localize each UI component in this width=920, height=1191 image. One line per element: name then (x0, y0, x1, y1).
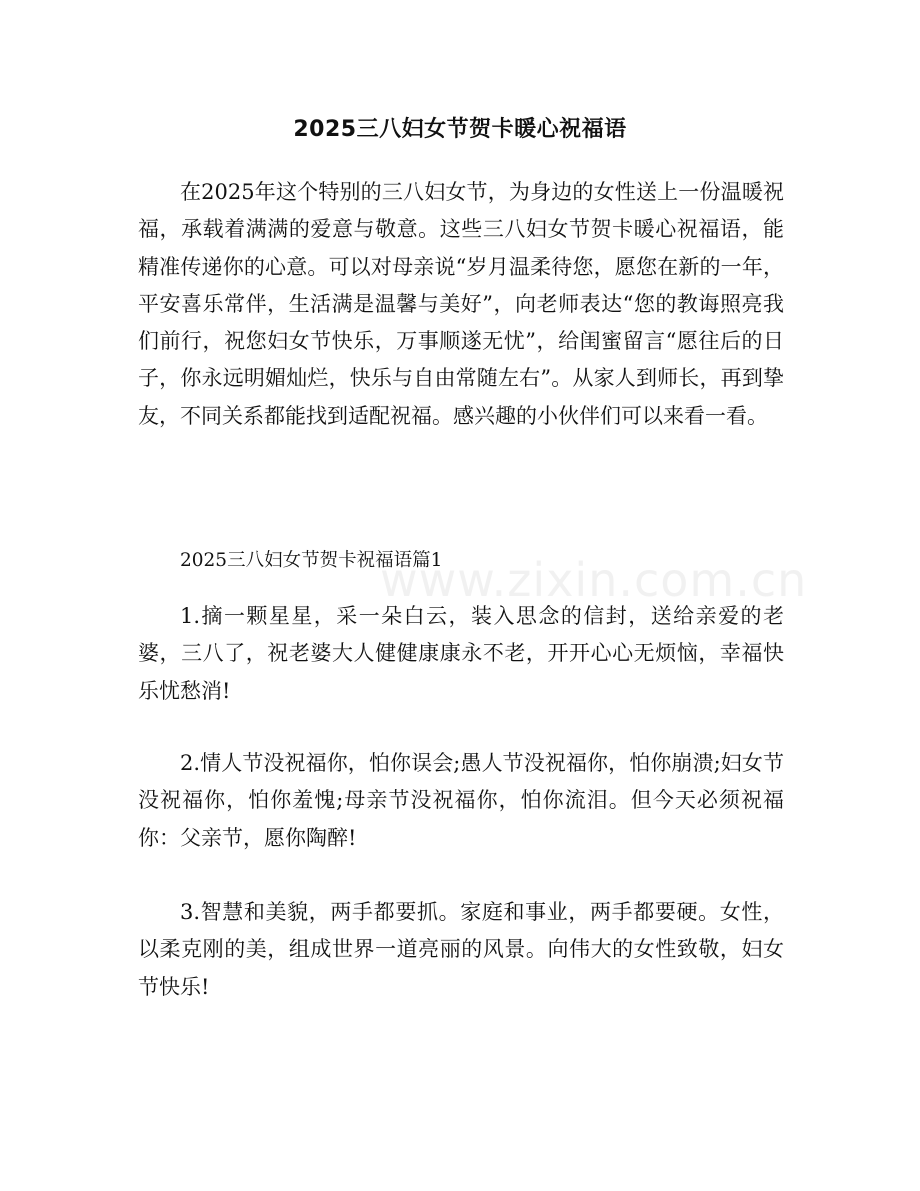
blessing-item-1: 1.摘一颗星星，采一朵白云，装入思念的信封，送给亲爱的老婆，三八了，祝老婆大人健健康康永不老，开开心心无烦恼，幸福快乐忧愁消! (138, 604, 784, 703)
document-title: 2025三八妇女节贺卡暖心祝福语 (293, 117, 627, 142)
watermark: www.zixin.com.cn (380, 553, 808, 607)
section-heading: 2025三八妇女节贺卡祝福语篇1 (180, 550, 443, 571)
blessing-item-2: 2.情人节没祝福你，怕你误会;愚人节没祝福你，怕你崩溃;妇女节没祝福你，怕你羞愧;母亲节没祝福你，怕你流泪。但今天必须祝福你：父亲节，愿你陶醉! (138, 751, 784, 850)
intro-paragraph: 在2025年这个特别的三八妇女节，为身边的女性送上一份温暖祝福，承载着满满的爱意与敬意。这些三八妇女节贺卡暖心祝福语，能精准传递你的心意。可以对母亲说“岁月温柔待您，愿您在新的一年，平安喜乐常伴，生活满是温馨与美好”，向老师表达“您的教诲照亮我们前行，祝您妇女节快乐，万事顺遂无忧”，给闺蜜留言“愿往后的日子，你永远明媚灿烂，快乐与自由常随左右”。从家人到师长，再到挚友，不同关系都能找到适配祝福。感兴趣的小伙伴们可以来看一看。 (138, 180, 784, 428)
blessing-item-3: 3.智慧和美貌，两手都要抓。家庭和事业，两手都要硬。女性，以柔克刚的美，组成世界一道亮丽的风景。向伟大的女性致敬，妇女节快乐! (138, 900, 784, 999)
